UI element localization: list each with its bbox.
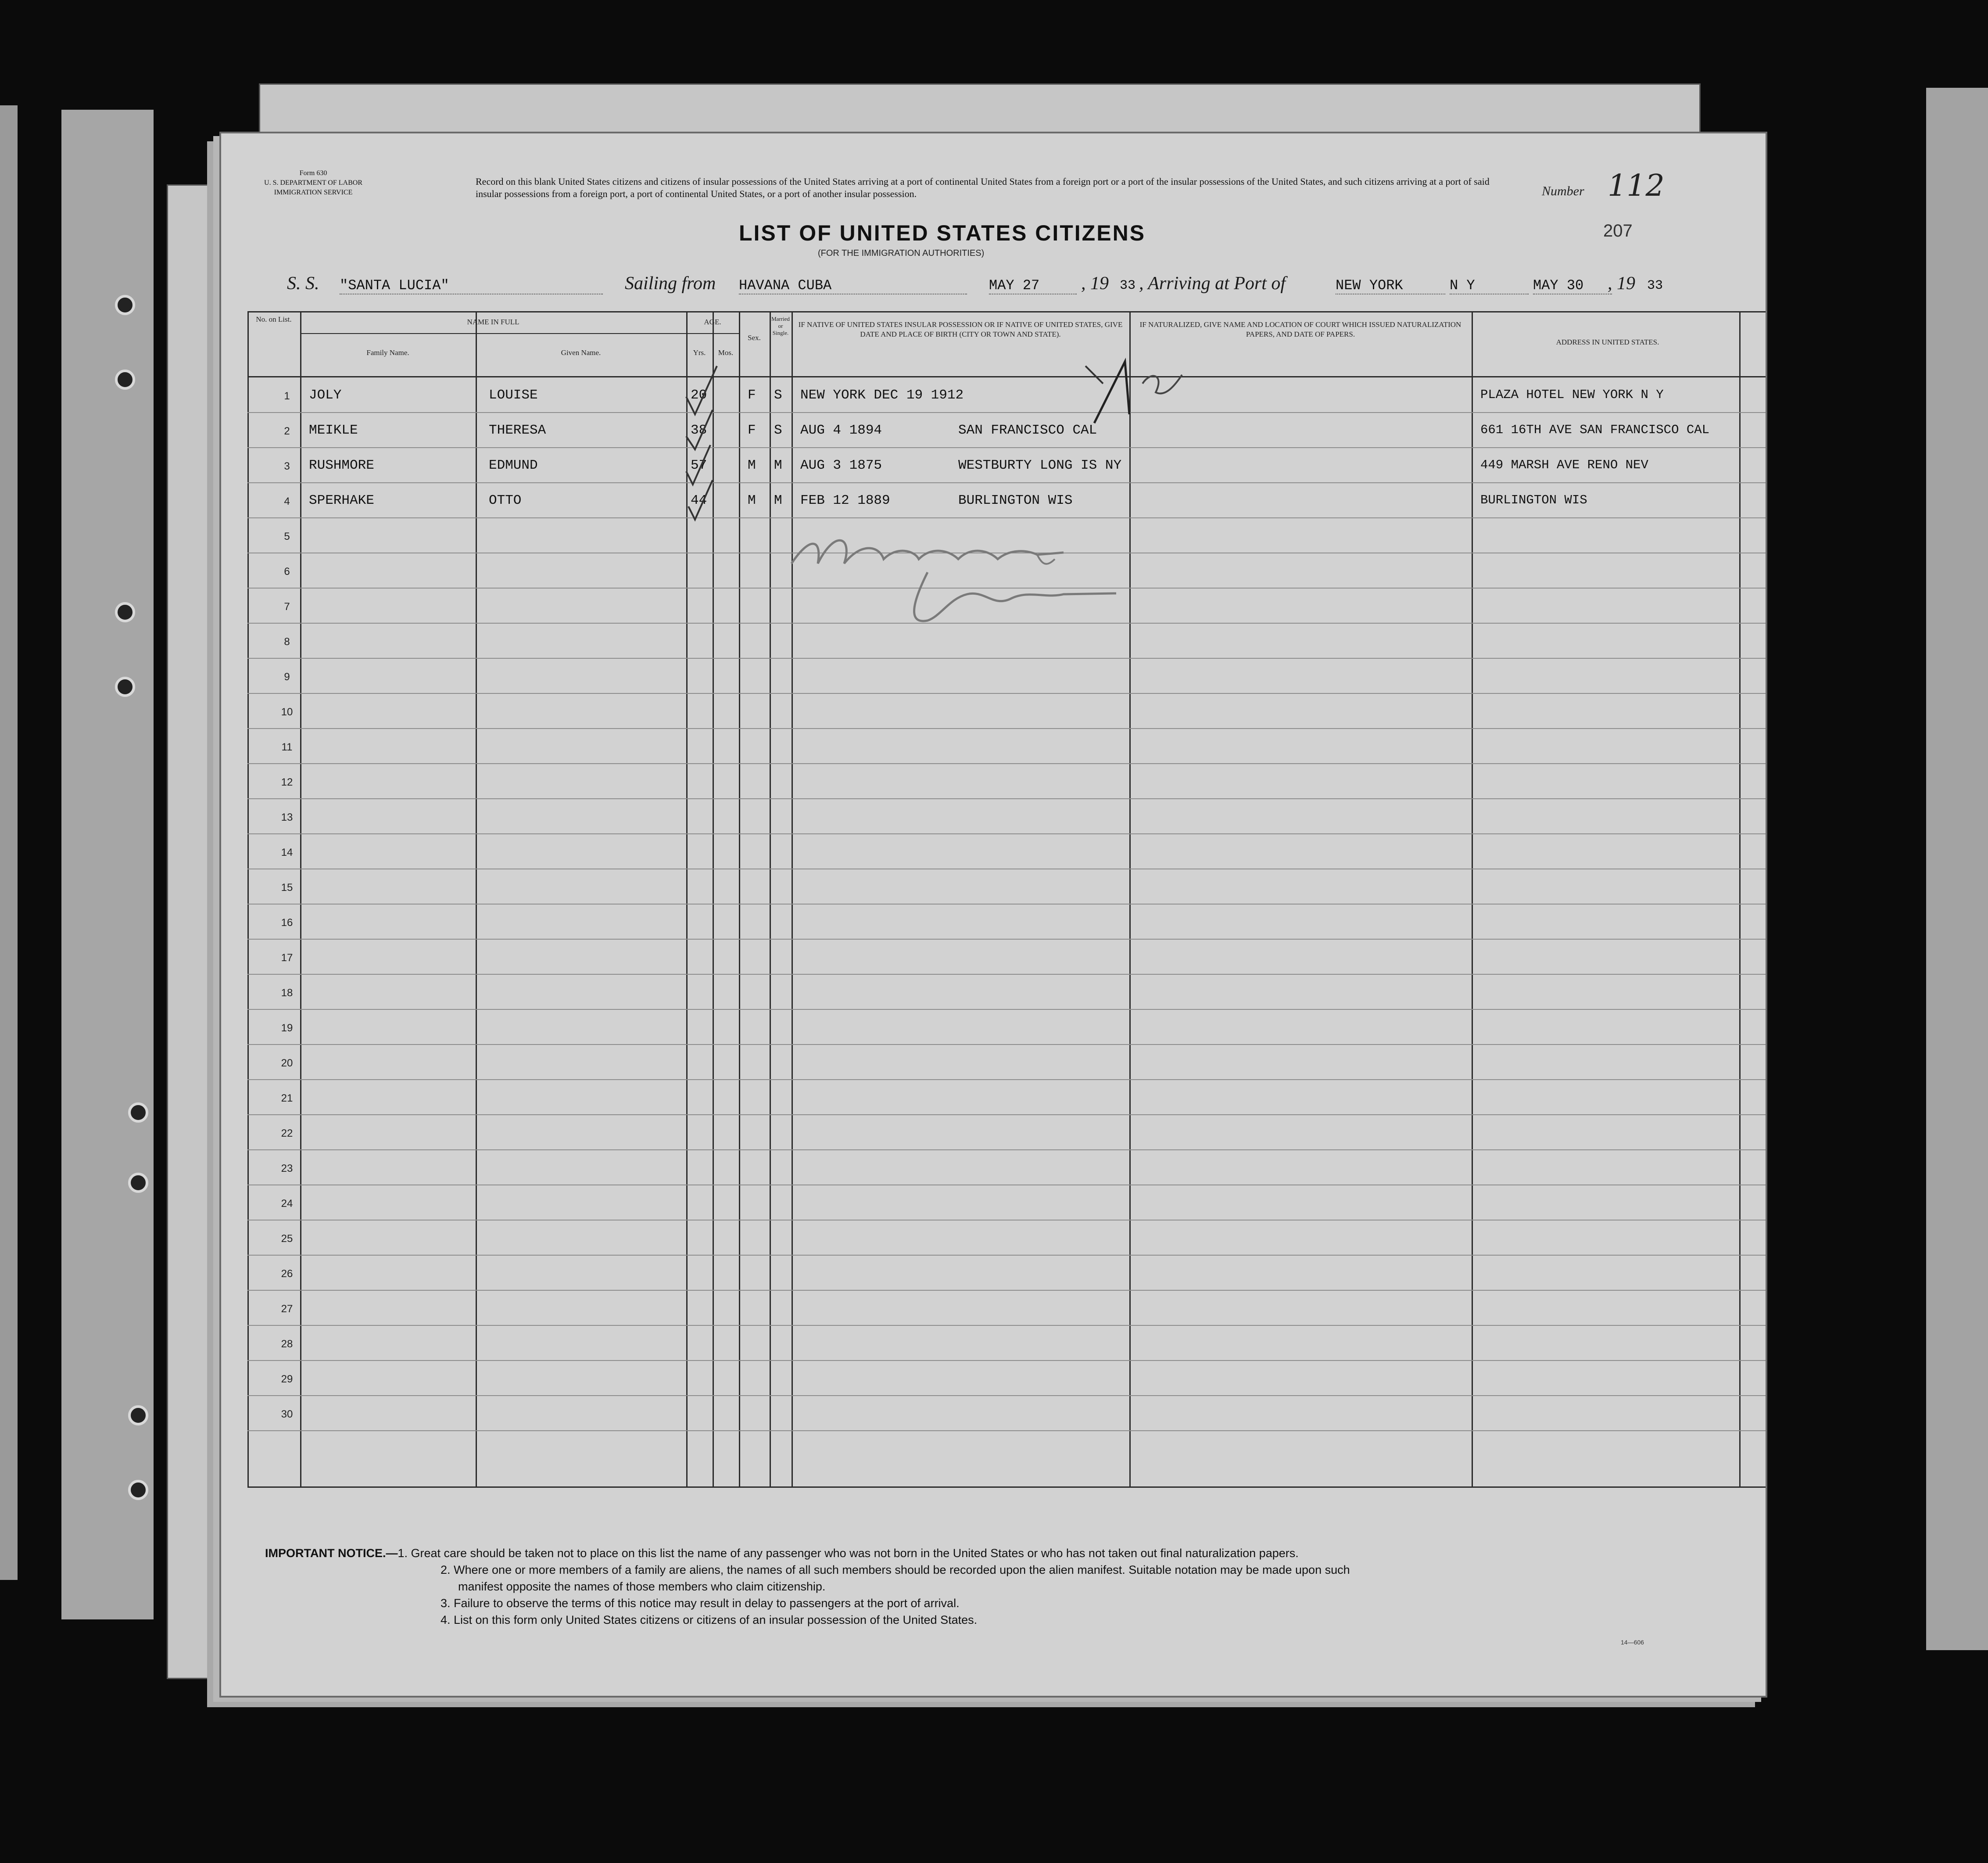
row-rule (247, 447, 1766, 448)
family-name-cell: RUSHMORE (309, 458, 374, 473)
birth-date-cell: AUG 4 1894 (800, 423, 882, 438)
row-number: 26 (281, 1268, 293, 1280)
column-rule (300, 311, 301, 1487)
row-number: 13 (281, 811, 293, 823)
handwritten-annotation (1077, 357, 1208, 445)
column-rule (792, 311, 793, 1487)
arrival-year: 33 (1647, 278, 1663, 293)
row-rule (247, 904, 1766, 905)
address-cell: 661 16TH AVE SAN FRANCISCO CAL (1480, 423, 1710, 437)
row-number: 14 (281, 847, 293, 858)
age-years-cell: 57 (691, 458, 707, 473)
header-yrs: Yrs. (693, 348, 706, 357)
number-value: 112 (1608, 169, 1665, 203)
page-subtitle: (FOR THE IMMIGRATION AUTHORITIES) (818, 248, 985, 258)
row-number: 9 (284, 671, 290, 683)
arriving-label: , Arriving at Port of (1139, 273, 1286, 294)
manifest-sheet (219, 132, 1767, 1698)
row-rule (247, 974, 1766, 975)
row-rule (247, 833, 1766, 834)
check-marks (677, 362, 748, 555)
record-instruction: Record on this blank United States citizens and citizens of insular possessions of the United States arriving at a port of continental United States from a foreign port or a port of the insular possessions of the United States, and such citizens arriving at a port of said insular possessions from a foreign port, a port of continental United States, or a port of another insular possession. (476, 176, 1490, 199)
row-rule (247, 412, 1766, 413)
marital-status-cell: M (774, 493, 782, 508)
header-naturalized: IF NATURALIZED, GIVE NAME AND LOCATION OF COURT WHICH ISSUED NATURALIZATION PAPERS, AND DATE OF PAPERS. (1139, 320, 1461, 338)
department-name: U. S. DEPARTMENT OF LABOR (264, 179, 362, 187)
sailing-date: MAY 27 (989, 277, 1077, 294)
column-rule (770, 311, 771, 1487)
service-name: IMMIGRATION SERVICE (274, 189, 353, 196)
row-number: 2 (284, 425, 290, 437)
birth-date-cell: AUG 3 1875 (800, 458, 882, 473)
row-number: 3 (284, 460, 290, 472)
binder-hole (128, 1480, 148, 1500)
number-label: Number (1542, 184, 1584, 198)
ss-label: S. S. (287, 273, 319, 294)
family-name-cell: MEIKLE (309, 423, 358, 438)
row-number: 25 (281, 1233, 293, 1245)
row-rule (247, 1430, 1766, 1431)
row-rule (247, 1009, 1766, 1010)
given-name-cell: THERESA (489, 423, 546, 438)
row-number: 23 (281, 1163, 293, 1174)
row-rule (247, 693, 1766, 694)
row-rule (247, 1255, 1766, 1256)
arrival-year-prefix: , 19 (1608, 273, 1635, 294)
row-rule (247, 1360, 1766, 1361)
header-married-single: Married or Single. (771, 316, 790, 336)
row-rule (247, 1079, 1766, 1080)
row-number: 19 (281, 1022, 293, 1034)
header-top-rule (247, 311, 1766, 312)
header-name-in-full: NAME IN FULL (467, 318, 519, 326)
row-rule (247, 1290, 1766, 1291)
row-number: 21 (281, 1092, 293, 1104)
sex-cell: F (748, 388, 756, 403)
notice-item-3: 3. Failure to observe the terms of this notice may result in delay to passengers at the port of arrival. (441, 1597, 960, 1610)
row-number: 16 (281, 917, 293, 929)
sex-cell: F (748, 423, 756, 438)
binder-hole (115, 370, 135, 390)
row-number: 30 (281, 1408, 293, 1420)
row-number: 1 (284, 390, 290, 402)
header-bottom-rule (247, 376, 1766, 377)
marital-status-cell: M (774, 458, 782, 473)
column-rule (247, 311, 249, 1487)
header-age: AGE. (704, 318, 721, 326)
header-sex: Sex. (748, 334, 761, 342)
birth-place-cell: SAN FRANCISCO CAL (958, 423, 1097, 438)
row-number: 4 (284, 495, 290, 507)
binder-hole (115, 677, 135, 697)
age-years-cell: 38 (691, 423, 707, 438)
notice-item-4: 4. List on this form only United States citizens or citizens of an insular possession of the United States. (441, 1613, 978, 1626)
row-number: 20 (281, 1057, 293, 1069)
row-rule (247, 763, 1766, 764)
notice-item-1: 1. Great care should be taken not to place on this list the name of any passenger who was not born in the United States or who has not taken out final naturalization papers. (398, 1547, 1299, 1560)
arrival-port: NEW YORK (1336, 277, 1445, 294)
notice-item-2a: 2. Where one or more members of a family are aliens, the names of all such members should be recorded upon the alien manifest. Suitable notation may be made upon such (441, 1563, 1350, 1576)
row-rule (247, 728, 1766, 729)
row-number: 12 (281, 776, 293, 788)
row-rule (247, 1114, 1766, 1115)
header-address: ADDRESS IN UNITED STATES. (1556, 338, 1659, 346)
row-rule (247, 1149, 1766, 1150)
address-cell: BURLINGTON WIS (1480, 493, 1587, 507)
row-number: 17 (281, 952, 293, 964)
birth-place-cell: BURLINGTON WIS (958, 493, 1073, 508)
family-name-cell: SPERHAKE (309, 493, 374, 508)
row-number: 27 (281, 1303, 293, 1315)
age-years-cell: 20 (691, 388, 707, 403)
sailing-year-prefix: , 19 (1081, 273, 1109, 294)
row-number: 24 (281, 1198, 293, 1210)
form-identifier (256, 169, 370, 197)
age-subheader-rule (686, 333, 739, 334)
header-no: No. on List. (256, 315, 292, 323)
row-number: 29 (281, 1373, 293, 1385)
birth-place-cell: WESTBURTY LONG IS NY (958, 458, 1122, 473)
column-rule (476, 311, 477, 1487)
row-rule (247, 939, 1766, 940)
marital-status-cell: S (774, 388, 782, 403)
column-rule (1129, 311, 1131, 1487)
notice-lead: IMPORTANT NOTICE.— (265, 1547, 398, 1560)
row-number: 6 (284, 566, 290, 578)
left-binder-strip (61, 110, 154, 1619)
binder-hole (115, 602, 135, 622)
row-rule (247, 1395, 1766, 1396)
row-number: 11 (281, 741, 293, 753)
row-number: 7 (284, 601, 290, 613)
row-rule (247, 1325, 1766, 1326)
binder-hole (128, 1405, 148, 1425)
column-rule (1739, 311, 1741, 1487)
row-number: 10 (281, 706, 293, 718)
header-given-name: Given Name. (561, 348, 601, 357)
birth-date-cell: NEW YORK DEC 19 1912 (800, 388, 964, 403)
row-number: 15 (281, 882, 293, 894)
age-years-cell: 44 (691, 493, 707, 508)
notice-item-2b: manifest opposite the names of those members who claim citizenship. (458, 1580, 826, 1593)
row-rule (247, 482, 1766, 483)
marital-status-cell: S (774, 423, 782, 438)
sailing-label: Sailing from (625, 273, 716, 294)
row-rule (247, 658, 1766, 659)
form-number: Form 630 (299, 169, 327, 177)
header-family-name: Family Name. (366, 348, 409, 357)
arrival-state: N Y (1450, 277, 1529, 294)
binder-hole (115, 295, 135, 315)
birth-date-cell: FEB 12 1889 (800, 493, 890, 508)
address-cell: PLAZA HOTEL NEW YORK N Y (1480, 388, 1664, 402)
header-birth: IF NATIVE OF UNITED STATES INSULAR POSSESSION OR IF NATIVE OF UNITED STATES, GIVE DATE AND PLACE OF BIRTH (CITY OR TOWN AND STATE). (798, 320, 1123, 338)
sailing-port: HAVANA CUBA (739, 277, 967, 294)
given-name-cell: OTTO (489, 493, 522, 508)
address-cell: 449 MARSH AVE RENO NEV (1480, 458, 1648, 472)
right-binder-strip (1926, 88, 1988, 1650)
name-subheader-rule (300, 333, 686, 334)
page-stamp: 207 (1603, 221, 1633, 241)
row-rule (247, 1044, 1766, 1045)
given-name-cell: EDMUND (489, 458, 538, 473)
table-bottom-rule (247, 1486, 1766, 1488)
row-number: 28 (281, 1338, 293, 1350)
row-number: 8 (284, 636, 290, 648)
sex-cell: M (748, 458, 756, 473)
handwritten-signature (783, 511, 1178, 643)
binder-hole (128, 1173, 148, 1193)
header-mos: Mos. (718, 348, 734, 357)
important-notice (265, 1547, 1350, 1630)
sailing-year: 33 (1120, 278, 1136, 293)
family-name-cell: JOLY (309, 388, 342, 403)
row-number: 5 (284, 531, 290, 542)
row-number: 18 (281, 987, 293, 999)
left-edge-strip (0, 105, 18, 1580)
ship-name: "SANTA LUCIA" (340, 277, 603, 294)
binder-hole (128, 1102, 148, 1123)
arrival-date: MAY 30 (1533, 277, 1612, 294)
given-name-cell: LOUISE (489, 388, 538, 403)
column-rule (1472, 311, 1473, 1487)
sex-cell: M (748, 493, 756, 508)
manifest-table (247, 311, 1766, 1487)
row-number: 22 (281, 1127, 293, 1139)
row-rule (247, 798, 1766, 799)
footer-code: 14—606 (1621, 1639, 1644, 1646)
page-title: LIST OF UNITED STATES CITIZENS (739, 221, 1146, 245)
